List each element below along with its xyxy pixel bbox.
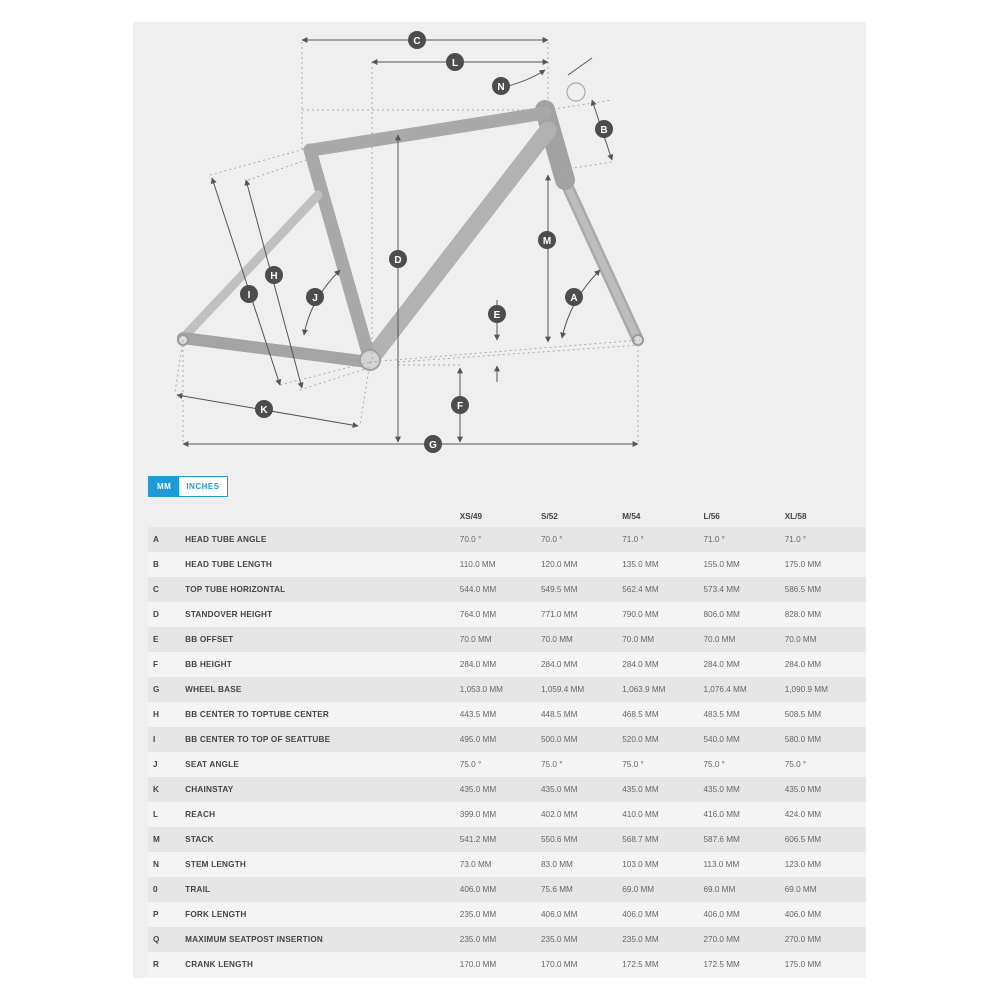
- row-value: 416.0 MM: [703, 810, 740, 819]
- row-value: 73.0 MM: [459, 860, 492, 869]
- row-label: SEAT ANGLE: [185, 760, 240, 769]
- row-label: MAXIMUM SEATPOST INSERTION: [185, 935, 324, 944]
- row-value: 71.0 °: [703, 535, 725, 544]
- row-value: 406.0 MM: [622, 910, 659, 919]
- label-f: [451, 396, 469, 414]
- table-row: [148, 727, 866, 752]
- row-value: 69.0 MM: [703, 885, 736, 894]
- row-value: 1,063.9 MM: [622, 685, 666, 694]
- row-value: 540.0 MM: [703, 735, 740, 744]
- row-value: 175.0 MM: [784, 960, 822, 969]
- row-value: 175.0 MM: [784, 560, 822, 569]
- row-key: L: [153, 810, 159, 819]
- row-value: 424.0 MM: [784, 810, 822, 819]
- row-label: TOP TUBE HORIZONTAL: [185, 585, 286, 594]
- row-value: 284.0 MM: [541, 660, 578, 669]
- svg-text:J: J: [312, 293, 318, 304]
- row-label: BB CENTER TO TOP OF SEATTUBE: [185, 735, 331, 744]
- row-value: 562.4 MM: [622, 585, 659, 594]
- row-value: 771.0 MM: [541, 610, 578, 619]
- row-label: STEM LENGTH: [185, 860, 247, 869]
- row-label: STACK: [185, 835, 214, 844]
- row-value: 435.0 MM: [541, 785, 578, 794]
- row-value: 1,090.9 MM: [784, 685, 828, 694]
- row-key: P: [153, 910, 159, 919]
- row-value: 270.0 MM: [784, 935, 822, 944]
- row-value: 790.0 MM: [622, 610, 659, 619]
- geometry-table: [148, 505, 866, 977]
- seat-stay: [183, 195, 318, 338]
- row-value: 587.6 MM: [703, 835, 740, 844]
- unit-toggle: [148, 476, 228, 497]
- table-row: [148, 602, 866, 627]
- row-value: 70.0 °: [541, 535, 563, 544]
- row-value: 70.0 MM: [784, 635, 817, 644]
- row-key: R: [153, 960, 159, 969]
- row-label: BB CENTER TO TOPTUBE CENTER: [185, 710, 329, 719]
- row-value: 468.5 MM: [622, 710, 659, 719]
- row-value: 170.0 MM: [459, 960, 497, 969]
- bike-frame: [178, 83, 643, 370]
- svg-text:K: K: [260, 405, 268, 416]
- row-key: 0: [153, 885, 158, 894]
- row-value: 284.0 MM: [459, 660, 497, 669]
- row-value: 69.0 MM: [784, 885, 817, 894]
- svg-text:L: L: [451, 58, 459, 69]
- row-value: 435.0 MM: [459, 785, 497, 794]
- row-value: 764.0 MM: [459, 610, 497, 619]
- row-key: Q: [153, 935, 160, 944]
- label-c: [408, 31, 426, 49]
- row-value: 69.0 MM: [622, 885, 655, 894]
- row-value: 103.0 MM: [622, 860, 659, 869]
- row-value: 75.0 °: [784, 760, 807, 769]
- row-value: 500.0 MM: [541, 735, 578, 744]
- row-value: 172.5 MM: [622, 960, 659, 969]
- row-key: A: [153, 535, 159, 544]
- row-value: 170.0 MM: [541, 960, 578, 969]
- table-row: [148, 577, 866, 602]
- row-value: 70.0 MM: [703, 635, 736, 644]
- size-column-header: M/54: [622, 511, 641, 521]
- row-label: BB HEIGHT: [185, 660, 232, 669]
- row-value: 406.0 MM: [784, 910, 822, 919]
- row-value: 520.0 MM: [622, 735, 659, 744]
- row-value: 75.0 °: [703, 760, 725, 769]
- row-value: 70.0 MM: [622, 635, 655, 644]
- row-value: 1,059.4 MM: [541, 685, 585, 694]
- row-value: 541.2 MM: [459, 835, 497, 844]
- label-n: [492, 77, 510, 95]
- row-value: 402.0 MM: [541, 810, 578, 819]
- svg-text:D: D: [394, 255, 402, 266]
- top-tube: [312, 113, 545, 150]
- row-value: 270.0 MM: [703, 935, 740, 944]
- row-value: 235.0 MM: [459, 910, 497, 919]
- row-key: E: [153, 635, 159, 644]
- row-value: 75.6 MM: [541, 885, 573, 894]
- table-row: [148, 902, 866, 927]
- svg-text:N: N: [497, 82, 505, 93]
- unit-inches-button[interactable]: INCHES: [186, 482, 220, 491]
- label-d: [389, 250, 407, 268]
- label-l: [446, 53, 464, 71]
- row-value: 235.0 MM: [541, 935, 578, 944]
- dimension-lines: [177, 40, 638, 444]
- label-g: [424, 435, 442, 453]
- table-row: [148, 952, 866, 977]
- row-key: J: [153, 760, 158, 769]
- row-value: 155.0 MM: [703, 560, 740, 569]
- row-key: C: [153, 585, 159, 594]
- label-k: [255, 400, 273, 418]
- down-tube: [370, 130, 548, 360]
- row-value: 606.5 MM: [784, 835, 822, 844]
- row-value: 806.0 MM: [703, 610, 740, 619]
- row-value: 483.5 MM: [703, 710, 740, 719]
- row-label: BB OFFSET: [185, 635, 234, 644]
- row-value: 549.5 MM: [541, 585, 578, 594]
- table-row: [148, 827, 866, 852]
- bottom-bracket: [360, 350, 380, 370]
- row-key: K: [153, 785, 159, 794]
- row-label: REACH: [185, 810, 216, 819]
- table-row: [148, 877, 866, 902]
- row-value: 406.0 MM: [541, 910, 578, 919]
- row-value: 71.0 °: [784, 535, 807, 544]
- row-value: 284.0 MM: [622, 660, 659, 669]
- svg-text:G: G: [429, 440, 437, 451]
- row-label: CHAINSTAY: [185, 785, 234, 794]
- row-value: 1,076.4 MM: [703, 685, 747, 694]
- table-row: [148, 702, 866, 727]
- row-value: 828.0 MM: [784, 610, 822, 619]
- size-column-header: S/52: [541, 511, 558, 521]
- size-column-header: XS/49: [459, 511, 483, 521]
- row-value: 580.0 MM: [784, 735, 822, 744]
- row-value: 435.0 MM: [784, 785, 822, 794]
- row-label: TRAIL: [185, 885, 211, 894]
- row-label: STANDOVER HEIGHT: [185, 610, 273, 619]
- row-value: 284.0 MM: [784, 660, 822, 669]
- frame-geometry-diagram: [0, 0, 1000, 470]
- row-value: 435.0 MM: [703, 785, 740, 794]
- label-e: [488, 305, 506, 323]
- row-value: 550.6 MM: [541, 835, 578, 844]
- row-label: WHEEL BASE: [185, 685, 242, 694]
- row-value: 75.0 °: [622, 760, 644, 769]
- row-value: 443.5 MM: [459, 710, 497, 719]
- row-key: N: [153, 860, 159, 869]
- row-value: 544.0 MM: [459, 585, 497, 594]
- label-a: [565, 288, 583, 306]
- row-value: 70.0 MM: [459, 635, 492, 644]
- chain-stay: [183, 338, 368, 362]
- svg-text:B: B: [600, 125, 608, 136]
- row-value: 284.0 MM: [703, 660, 740, 669]
- row-value: 406.0 MM: [703, 910, 740, 919]
- row-value: 120.0 MM: [541, 560, 578, 569]
- row-key: M: [153, 835, 160, 844]
- seat-tube: [310, 150, 370, 360]
- svg-text:E: E: [493, 310, 501, 321]
- row-value: 406.0 MM: [459, 885, 497, 894]
- table-row: [148, 627, 866, 652]
- table-row: [148, 552, 866, 577]
- row-key: H: [153, 710, 159, 719]
- row-value: 70.0 MM: [541, 635, 573, 644]
- row-label: FORK LENGTH: [185, 910, 247, 919]
- row-value: 235.0 MM: [622, 935, 659, 944]
- size-column-header: XL/58: [784, 511, 807, 521]
- row-value: 568.7 MM: [622, 835, 659, 844]
- table-row: [148, 677, 866, 702]
- label-h: [265, 266, 283, 284]
- row-value: 75.0 °: [541, 760, 563, 769]
- row-value: 399.0 MM: [459, 810, 497, 819]
- row-value: 495.0 MM: [459, 735, 497, 744]
- table-row: [148, 852, 866, 877]
- head-tube: [545, 110, 565, 180]
- row-value: 586.5 MM: [784, 585, 822, 594]
- svg-text:F: F: [456, 401, 464, 412]
- row-value: 1,053.0 MM: [459, 685, 503, 694]
- row-value: 573.4 MM: [703, 585, 740, 594]
- row-label: CRANK LENGTH: [185, 960, 254, 969]
- stem-marker: [567, 83, 585, 101]
- row-value: 172.5 MM: [703, 960, 740, 969]
- row-key: G: [153, 685, 160, 694]
- row-key: D: [153, 610, 159, 619]
- svg-text:C: C: [413, 36, 421, 47]
- row-label: HEAD TUBE ANGLE: [185, 535, 267, 544]
- table-header-row: [148, 505, 866, 527]
- table-row: [148, 927, 866, 952]
- table-row: [148, 802, 866, 827]
- guide-lines: [175, 42, 640, 445]
- row-value: 123.0 MM: [784, 860, 822, 869]
- row-label: HEAD TUBE LENGTH: [185, 560, 273, 569]
- label-j: [306, 288, 324, 306]
- row-value: 235.0 MM: [459, 935, 497, 944]
- row-value: 435.0 MM: [622, 785, 659, 794]
- table-row: [148, 527, 866, 552]
- label-i: [240, 285, 258, 303]
- table-row: [148, 752, 866, 777]
- row-value: 113.0 MM: [703, 860, 740, 869]
- table-row: [148, 652, 866, 677]
- svg-text:M: M: [542, 236, 552, 247]
- label-b: [595, 120, 613, 138]
- svg-text:A: A: [570, 293, 578, 304]
- row-value: 508.5 MM: [784, 710, 822, 719]
- row-value: 75.0 °: [459, 760, 482, 769]
- table-row: [148, 777, 866, 802]
- row-key: F: [153, 660, 159, 669]
- row-value: 410.0 MM: [622, 810, 659, 819]
- row-key: B: [153, 560, 159, 569]
- row-key: I: [153, 735, 156, 744]
- row-value: 448.5 MM: [541, 710, 578, 719]
- size-column-header: L/56: [703, 511, 720, 521]
- unit-mm-button[interactable]: MM: [149, 477, 179, 496]
- svg-text:I: I: [247, 290, 251, 301]
- row-value: 71.0 °: [622, 535, 644, 544]
- row-value: 135.0 MM: [622, 560, 659, 569]
- label-m: [538, 231, 556, 249]
- row-value: 83.0 MM: [541, 860, 573, 869]
- svg-text:H: H: [270, 271, 278, 282]
- row-value: 110.0 MM: [459, 560, 496, 569]
- row-value: 70.0 °: [459, 535, 482, 544]
